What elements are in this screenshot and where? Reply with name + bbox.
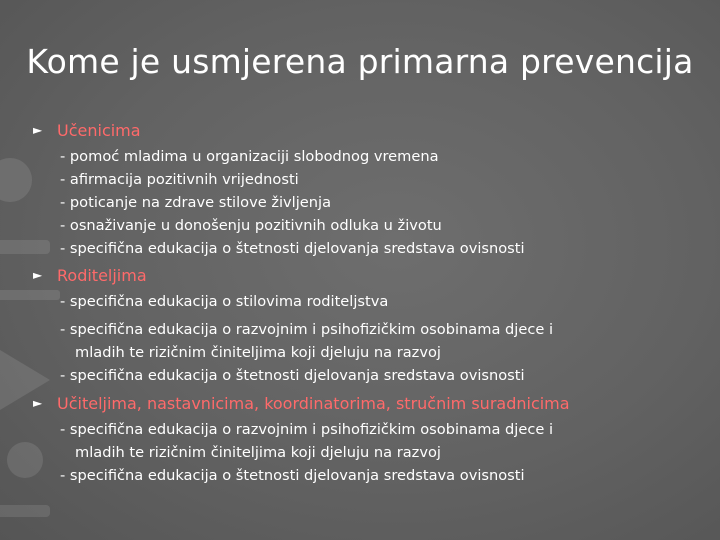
list-item: - specifična edukacija o razvojnim i psihofizičkim osobinama djece i: [60, 321, 554, 338]
list-item: - osnaživanje u donošenju pozitivnih odluka u životu: [60, 217, 442, 234]
list-item: - specifična edukacija o razvojnim i psihofizičkim osobinama djece i: [60, 421, 554, 438]
section-heading: Učiteljima, nastavnicima, koordinatorima, stručnim suradnicima: [57, 393, 570, 413]
list-item: - specifična edukacija o štetnosti djelovanja sredstava ovisnosti: [60, 240, 525, 257]
list-item: - specifična edukacija o štetnosti djelovanja sredstava ovisnosti: [60, 367, 525, 384]
list-item: - afirmacija pozitivnih vrijednosti: [60, 171, 299, 188]
triangle-right-icon: ►: [33, 268, 43, 282]
section-heading-row: [33, 262, 147, 288]
triangle-right-icon: ►: [33, 123, 43, 137]
section-heading: Učenicima: [57, 120, 141, 140]
list-item: - specifična edukacija o štetnosti djelovanja sredstava ovisnosti: [60, 467, 525, 484]
list-item: - pomoć mladima u organizaciji slobodnog vremena: [60, 148, 439, 165]
triangle-right-icon: ►: [33, 396, 43, 410]
slide-title: Kome je usmjerena primarna prevencija: [26, 42, 694, 81]
list-item: mladih te rizičnim činiteljima koji djeluju na razvoj: [75, 444, 441, 461]
list-item: - specifična edukacija o stilovima roditeljstva: [60, 293, 389, 310]
list-item: - poticanje na zdrave stilove življenja: [60, 194, 332, 211]
list-item: mladih te rizičnim činiteljima koji djeluju na razvoj: [75, 344, 441, 361]
section-heading-row: [33, 390, 570, 416]
section-heading: Roditeljima: [57, 265, 147, 285]
section-heading-row: [33, 117, 141, 143]
